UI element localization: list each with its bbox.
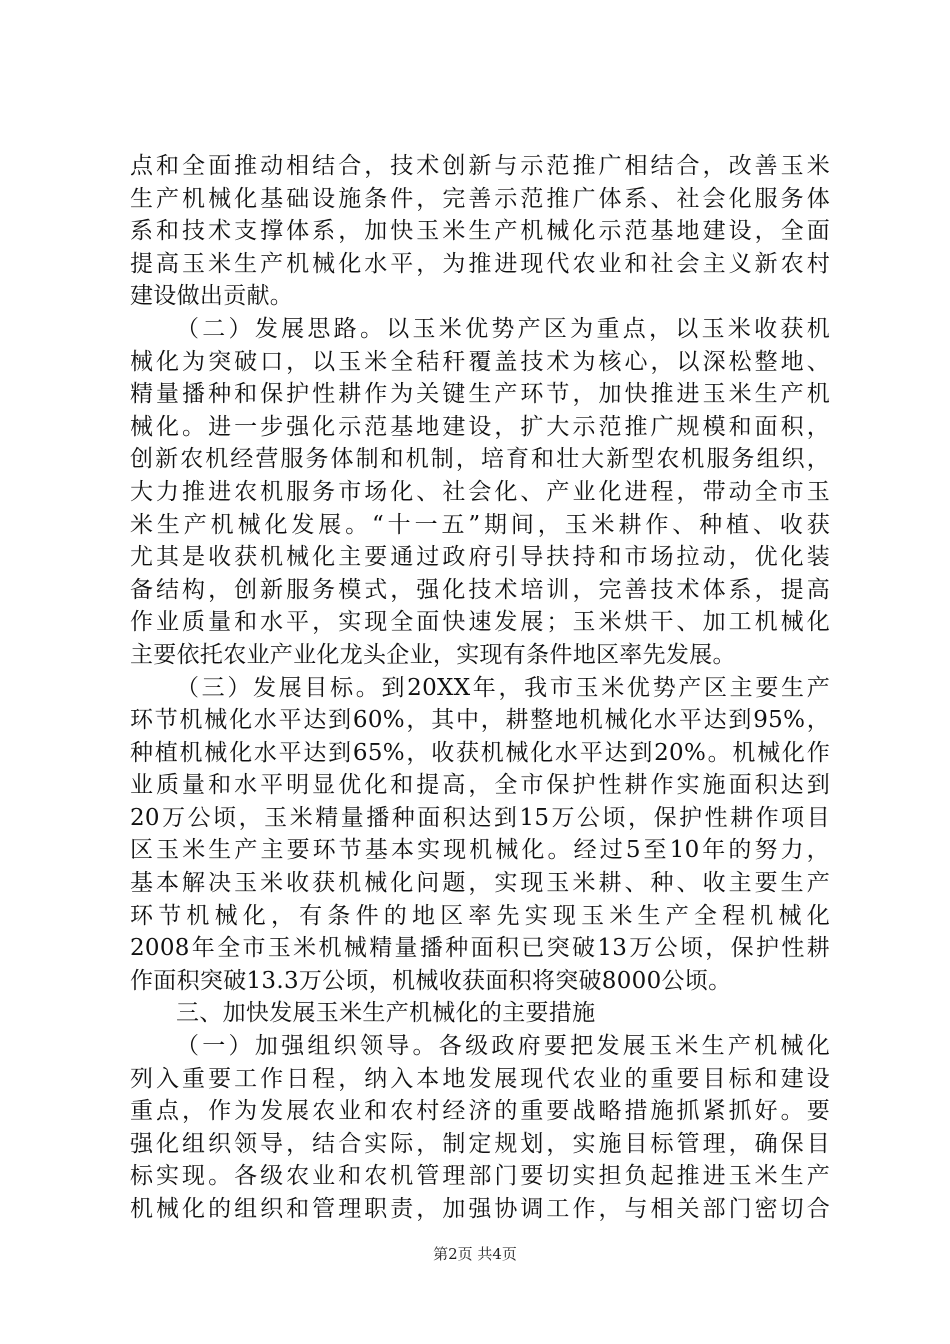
text-line: 种植机械化水平达到65%，收获机械化水平达到20%。机械化作 <box>130 739 830 766</box>
text-line: 点和全面推动相结合，技术创新与示范推广相结合，改善玉米 <box>130 153 830 179</box>
text-line: 精量播种和保护性耕作为关键生产环节，加快推进玉米生产机 <box>130 381 830 408</box>
text-line: 2008年全市玉米机械精量播种面积已突破13万公顷，保护性耕 <box>130 935 830 962</box>
text-line: 强化组织领导，结合实际，制定规划，实施目标管理，确保目 <box>130 1130 830 1157</box>
text-line: 提高玉米生产机械化水平，为推进现代农业和社会主义新农村 <box>130 250 830 277</box>
text-line: 尤其是收获机械化主要通过政府引导扶持和市场拉动，优化装 <box>130 544 830 571</box>
text-line: 重点，作为发展农业和农村经济的重要战略措施抓紧抓好。要 <box>130 1098 830 1125</box>
text-line: 作业质量和水平，实现全面快速发展；玉米烘干、加工机械化 <box>130 609 830 636</box>
text-line: 创新农机经营服务体制和机制，培育和壮大新型农机服务组织， <box>130 446 830 473</box>
text-line: 环节机械化，有条件的地区率先实现玉米生产全程机械化 <box>130 902 830 929</box>
chapter-heading-line: 三、加快发展玉米生产机械化的主要措施 <box>176 1000 596 1027</box>
text-line: 系和技术支撑体系，加快玉米生产机械化示范基地建设，全面 <box>130 218 830 245</box>
text-line: 主要依托农业产业化龙头企业，实现有条件地区率先发展。 <box>130 641 736 668</box>
text-line: 环节机械化水平达到60%，其中，耕整地机械化水平达到95%， <box>130 707 830 734</box>
text-line: 20万公顷，玉米精量播种面积达到15万公顷，保护性耕作项目 <box>130 804 830 831</box>
text-line: 建设做出贡献。 <box>130 283 294 310</box>
text-line: 生产机械化基础设施条件，完善示范推广体系、社会化服务体 <box>130 185 830 212</box>
page-number-footer: 第2页 共4页 <box>433 1245 517 1263</box>
text-line: 大力推进农机服务市场化、社会化、产业化进程，带动全市玉 <box>130 478 830 505</box>
text-line: 机械化的组织和管理职责，加强协调工作，与相关部门密切合 <box>130 1196 830 1222</box>
text-line: 基本解决玉米收获机械化问题，实现玉米耕、种、收主要生产 <box>130 870 830 897</box>
body-text <box>130 150 830 1226</box>
section-heading-line: （三）发展目标。到20XX年，我市玉米优势产区主要生产 <box>176 674 830 701</box>
text-line: 区玉米生产主要环节基本实现机械化。经过5至10年的努力， <box>130 837 830 864</box>
text-line: 械化。进一步强化示范基地建设，扩大示范推广规模和面积， <box>130 413 830 440</box>
text-line: 米生产机械化发展。“十一五”期间，玉米耕作、种植、收获 <box>130 511 830 538</box>
section-heading-line: （一）加强组织领导。各级政府要把发展玉米生产机械化 <box>176 1033 830 1060</box>
text-line: 业质量和水平明显优化和提高，全市保护性耕作实施面积达到 <box>130 772 830 799</box>
text-line: 作面积突破13.3万公顷，机械收获面积将突破8000公顷。 <box>130 967 732 994</box>
section-heading-line: （二）发展思路。以玉米优势产区为重点，以玉米收获机 <box>176 315 830 342</box>
text-line: 列入重要工作日程，纳入本地发展现代农业的重要目标和建设 <box>130 1065 830 1092</box>
text-line: 备结构，创新服务模式，强化技术培训，完善技术体系，提高 <box>130 576 830 603</box>
text-line: 械化为突破口，以玉米全秸秆覆盖技术为核心，以深松整地、 <box>130 348 830 375</box>
text-line: 标实现。各级农业和农机管理部门要切实担负起推进玉米生产 <box>130 1163 830 1190</box>
